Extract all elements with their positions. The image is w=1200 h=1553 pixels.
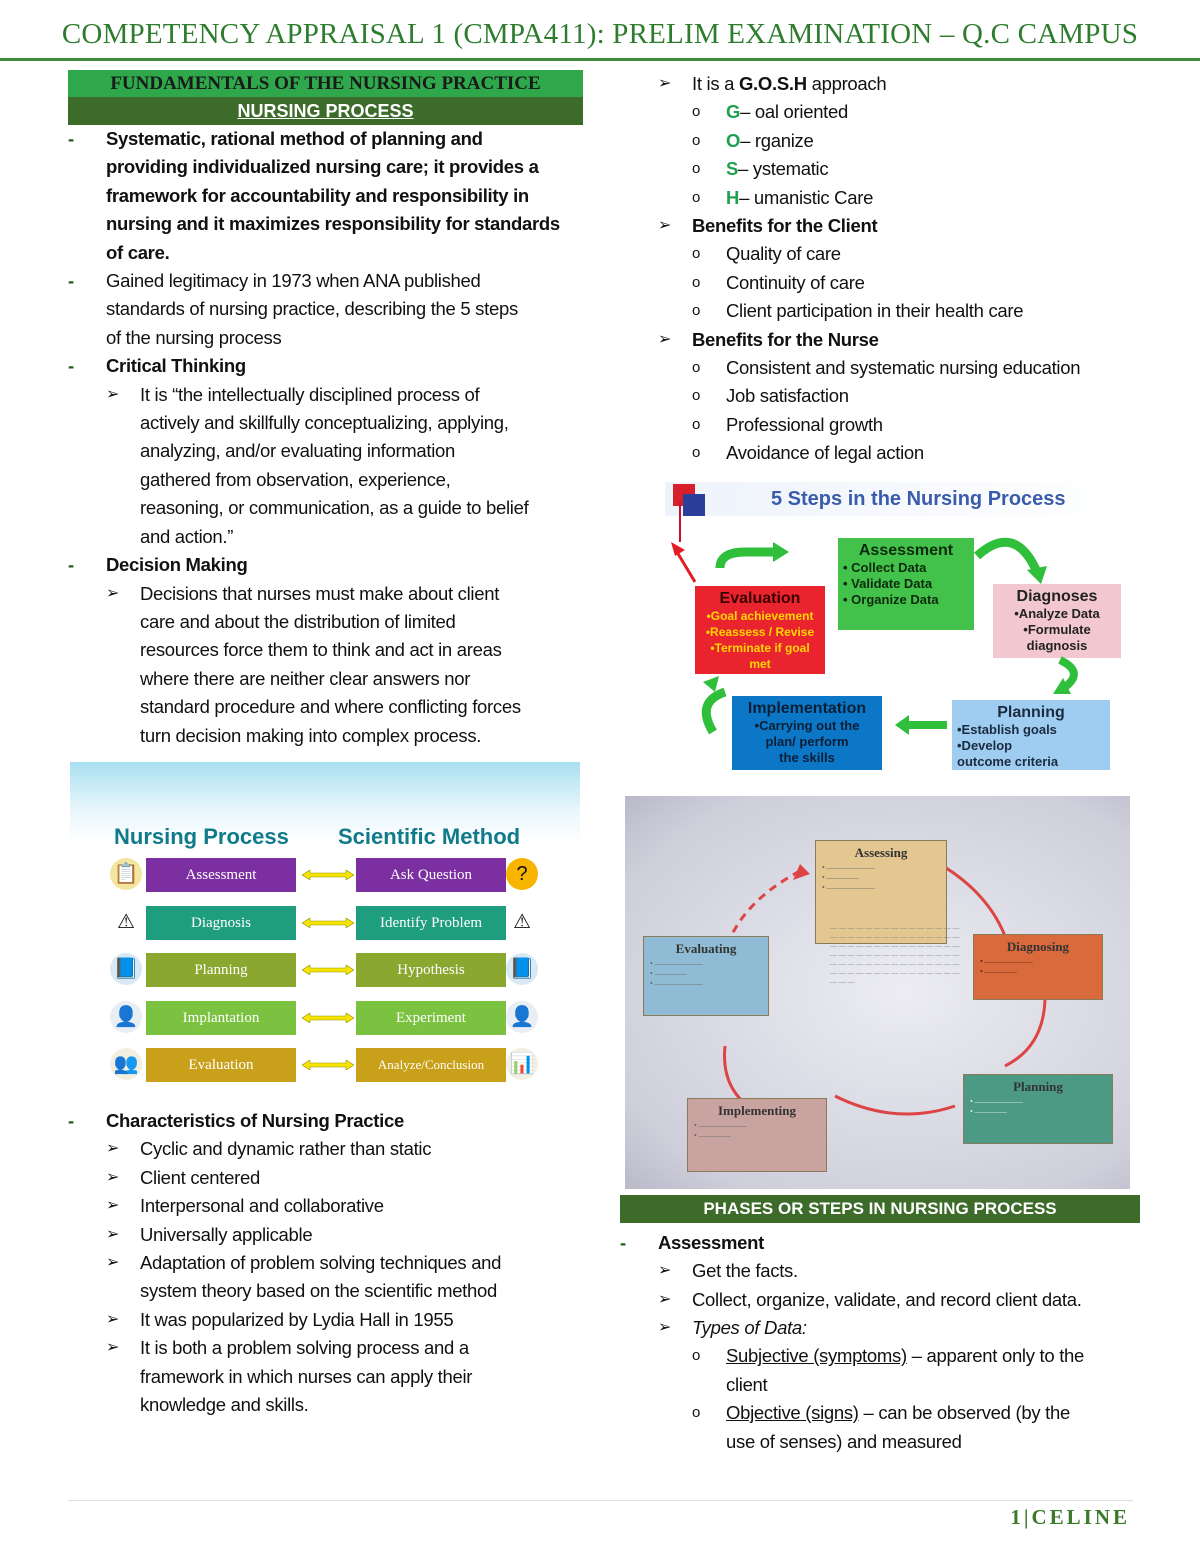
np-item: Implantation xyxy=(146,1001,296,1035)
diagnoses-box: Diagnoses •Analyze Data •Formulate diagnosis xyxy=(993,584,1121,658)
np-item: Planning xyxy=(146,953,296,987)
double-arrow-icon xyxy=(302,870,354,880)
footer-rule xyxy=(68,1500,1133,1501)
implementing-cube: Implementing • —————— • ———— xyxy=(687,1098,827,1172)
question-face-icon: ? xyxy=(506,858,538,890)
double-arrow-icon xyxy=(302,918,354,928)
planning-box: Planning •Establish goals •Develop outcome criteria xyxy=(952,700,1110,770)
double-arrow-icon xyxy=(302,1013,354,1023)
double-arrow-icon xyxy=(302,1060,354,1070)
sm-item: Hypothesis xyxy=(356,953,506,987)
nursing-process-cube-photo xyxy=(625,796,1130,1189)
left-column xyxy=(68,70,583,1419)
person-icon: 👤 xyxy=(110,1001,142,1033)
five-steps-diagram xyxy=(665,482,1135,782)
page-footer: 1|CELINE xyxy=(1010,1505,1130,1529)
decision-making: - Decision Making ➢ Decisions that nurses must make about client care and about the distribution of limited resources force them to think and act in areas where there are neither clear answers nor standard procedure and where conflicting forces turn decision making into complex process. xyxy=(68,554,521,746)
sm-item: Ask Question xyxy=(356,858,506,892)
evaluating-cube: Evaluating • —————— • ———— • —————— xyxy=(643,936,769,1016)
diagnosing-cube: Diagnosing • —————— • ———— xyxy=(973,934,1103,1000)
critical-thinking: - Critical Thinking ➢ It is “the intellectually disciplined process of actively and skillfully conceptualizing, applying, analyzing, and/or evaluating information gathered from observation, experience, reasoning, or communication, as a guide to belief and action.” xyxy=(68,355,529,547)
book-icon: 📘 xyxy=(506,953,538,985)
nursing-vs-scientific-figure xyxy=(70,762,580,1099)
subsection-heading: NURSING PROCESS xyxy=(68,97,583,125)
sm-item: Experiment xyxy=(356,1001,506,1035)
double-arrow-icon xyxy=(302,965,354,975)
nursing-process-heading: Nursing Process xyxy=(114,823,289,849)
book-icon: 📘 xyxy=(110,953,142,985)
np-item: Assessment xyxy=(146,858,296,892)
characteristics-section: - Characteristics of Nursing Practice ➢ Cyclic and dynamic rather than static ➢ Client centered ➢ Interpersonal and collaborative ➢ Universally applicable ➢ Adaptation of problem solving techniques and system theory based on the scientific method ➢ It was popularized by Lydia Hall in 1955 ➢ It is both a problem solving process and a framework in which nurses can apply their knowledge and skills. xyxy=(68,1109,502,1415)
people-icon: 👥 xyxy=(110,1048,142,1080)
person-icon: 👤 xyxy=(506,1001,538,1033)
assessing-cube: Assessing • —————— • ———— • —————— xyxy=(815,840,947,944)
assessment-phase: - Assessment ➢ Get the facts. ➢ Collect, organize, validate, and record client data. ➢ Types of Data: o Subjective (symptoms) – apparent only to the client o Objective (signs) – can be observed (by the use of senses) and measured xyxy=(620,1231,1085,1452)
page-title: COMPETENCY APPRAISAL 1 (CMPA411): PRELIM EXAMINATION – Q.C CAMPUS xyxy=(61,18,1139,50)
scientific-method-heading: Scientific Method xyxy=(338,823,521,849)
section-heading: FUNDAMENTALS OF THE NURSING PRACTICE xyxy=(68,70,583,97)
np-item: Evaluation xyxy=(146,1048,296,1082)
chart-icon: 📊 xyxy=(506,1048,538,1080)
steps-title: 5 Steps in the Nursing Process xyxy=(771,487,1066,510)
definition-bullet: - Systematic, rational method of planning and providing individualized nursing care; it provides a framework for accountability and responsibility in nursing and it maximizes responsibility for standards of care. xyxy=(68,128,560,263)
np-item: Diagnosis xyxy=(146,906,296,940)
evaluation-box: Evaluation •Goal achievement •Reassess / Revise •Terminate if goal met xyxy=(695,586,825,674)
planning-cube: Planning • —————— • ———— xyxy=(963,1074,1113,1144)
title-rule xyxy=(0,58,1200,61)
phases-heading: PHASES OR STEPS IN NURSING PROCESS xyxy=(620,1195,1140,1223)
assessment-box: Assessment • Collect Data • Validate Data • Organize Data xyxy=(838,538,974,630)
cycle-arrows xyxy=(665,512,1135,742)
warning-icon: ⚠ xyxy=(117,910,135,933)
center-text-block: — — — — — — — — — — — — — — — — — — — — — — — — — — — — — — — — — — — — — — — — — — — — — — — — — — — — — — — — — — — — — — — — — — — — — — — — — — — — — — — — — — — — — — — — — — — — — xyxy=(830,923,960,986)
implementation-box: Implementation •Carrying out the plan/ perform the skills xyxy=(732,696,882,770)
sm-item: Identify Problem xyxy=(356,906,506,940)
gosh-section: ➢ It is a G.O.S.H approach o G – oal oriented o O – rganize o S – ystematic o H – umanistic Care ➢ Benefits for the Client o Quality of care o Continuity of care o Client participation in their health care ➢ Benefits for the Nurse o Consistent and systematic nursing education o Job satisfaction o Professional growth o Avoidance of legal action xyxy=(658,73,1081,464)
warning-icon: ⚠ xyxy=(513,910,531,933)
legitimacy-bullet: - Gained legitimacy in 1973 when ANA published standards of nursing practice, describing the 5 steps of the nursing process xyxy=(68,270,518,348)
sm-item: Analyze/Conclusion xyxy=(356,1048,506,1082)
right-column xyxy=(620,70,1140,1456)
clipboard-icon: 📋 xyxy=(110,858,142,890)
